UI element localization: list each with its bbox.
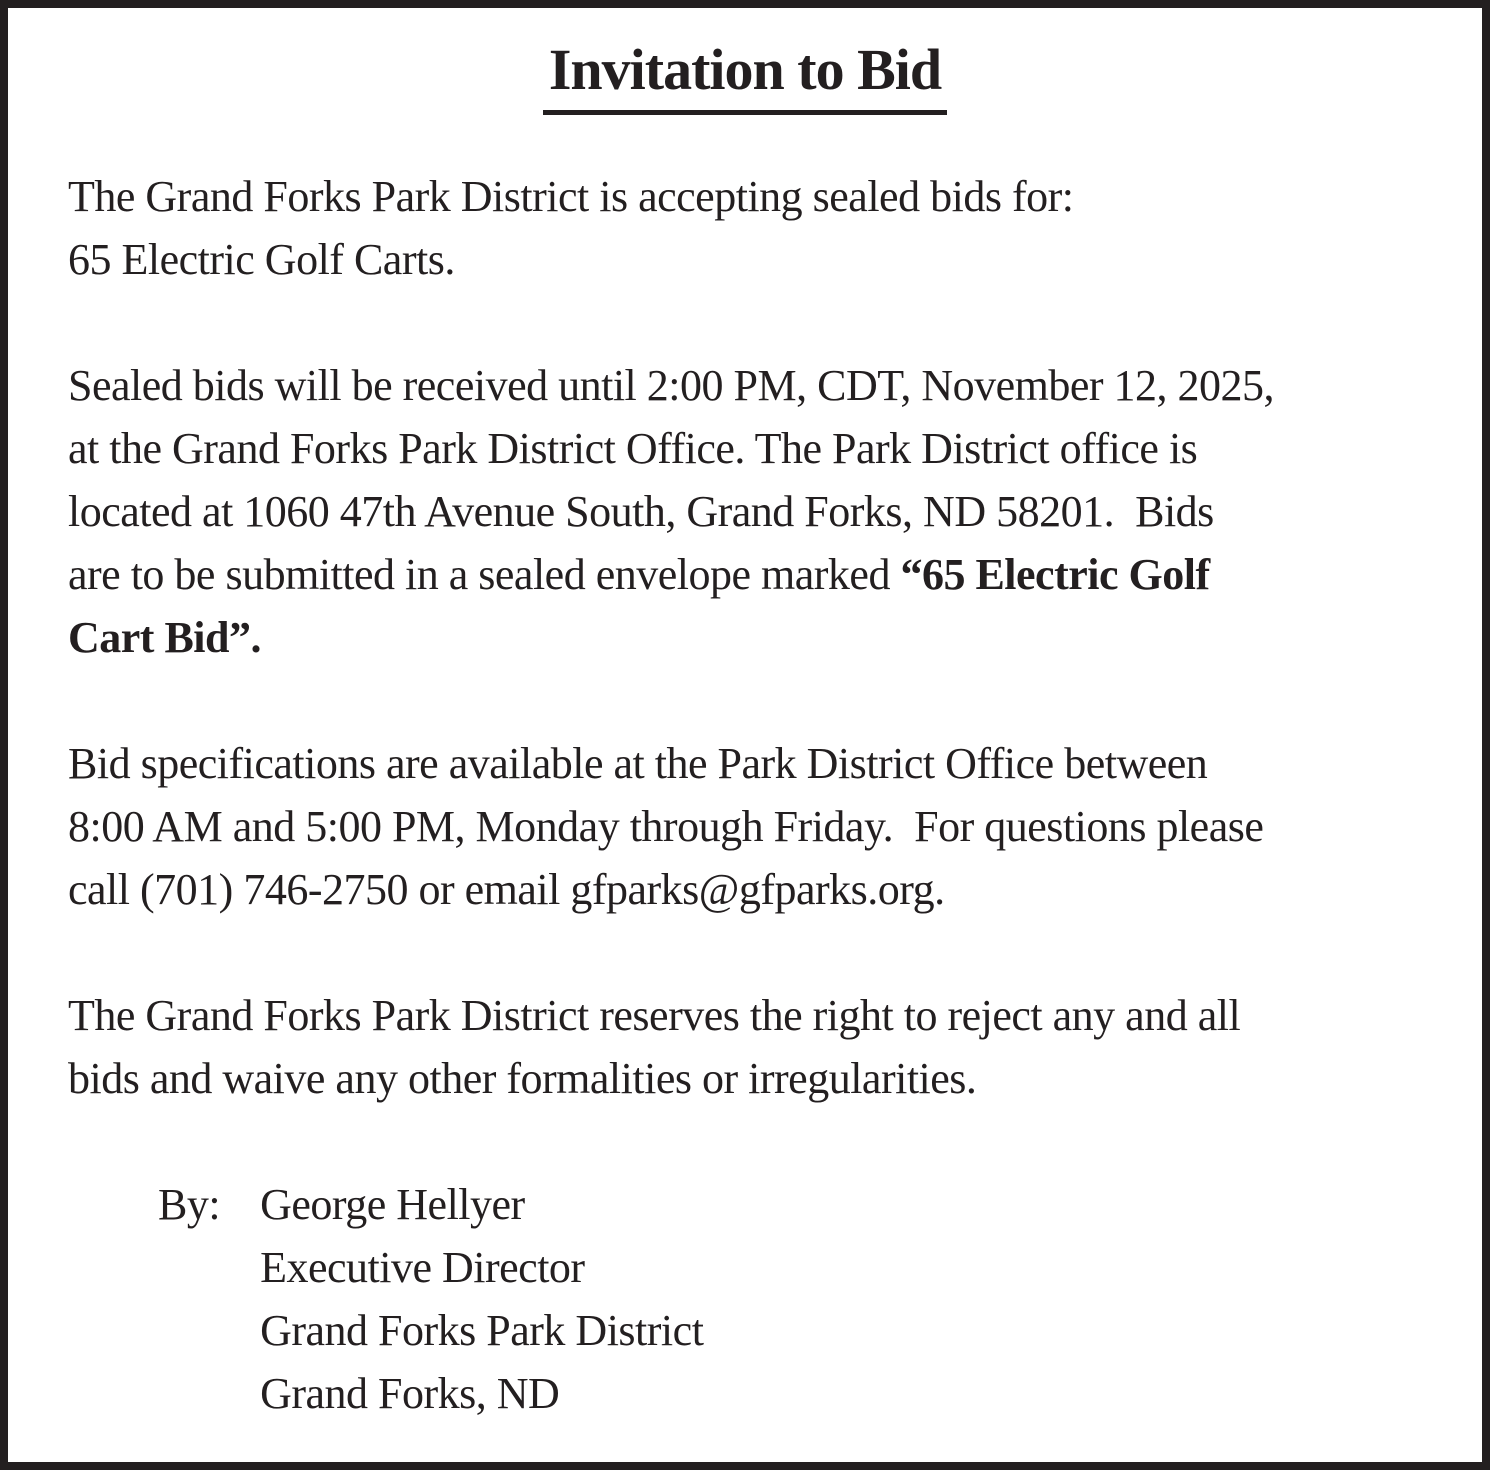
text-line: [68, 480, 1422, 543]
text-run: located at 1060 47th Avenue South, Grand Forks, ND 58201. Bids: [68, 487, 1214, 536]
text-run: Sealed bids will be received until 2:00 PM, CDT, November 12, 2025,: [68, 361, 1275, 410]
text-run: at the Grand Forks Park District Office. The Park District office is: [68, 424, 1198, 473]
text-line: [68, 858, 1422, 921]
text-line: [68, 543, 1422, 606]
text-line: [68, 1047, 1422, 1110]
text-line: [68, 354, 1422, 417]
text-run: The Grand Forks Park District reserves the right to reject any and all: [68, 991, 1241, 1040]
text-line: [68, 228, 1422, 291]
text-line: [68, 984, 1422, 1047]
envelope-marking-bold-text: Cart Bid”.: [68, 613, 261, 662]
signature-lines: [260, 1173, 703, 1425]
paragraph-bid-specifications: [68, 732, 1422, 921]
signatory-title: Executive Director: [260, 1243, 585, 1292]
signature-block: [158, 1173, 1422, 1425]
paragraph-rights-reserved: [68, 984, 1422, 1110]
text-line: [68, 732, 1422, 795]
text-run: Bid specifications are available at the Park District Office between: [68, 739, 1208, 788]
text-run: call (701) 746-2750 or email gfparks@gfparks.org.: [68, 865, 945, 914]
paragraph-sealed-bids-deadline: [68, 354, 1422, 669]
text-line: [68, 417, 1422, 480]
text-line: [68, 165, 1422, 228]
text-run: bids and waive any other formalities or irregularities.: [68, 1054, 977, 1103]
text-line: [68, 795, 1422, 858]
title-row: [68, 34, 1422, 115]
text-run: are to be submitted in a sealed envelope marked: [68, 550, 901, 599]
text-run: 8:00 AM and 5:00 PM, Monday through Friday. For questions please: [68, 802, 1264, 851]
by-label: By:: [158, 1180, 221, 1229]
text-run: 65 Electric Golf Carts.: [68, 235, 455, 284]
signatory-organization: Grand Forks Park District: [260, 1306, 704, 1355]
paragraph-accepting-bids: [68, 165, 1422, 291]
page-title: Invitation to Bid: [543, 34, 947, 115]
signatory-location: Grand Forks, ND: [260, 1369, 560, 1418]
text-line: [68, 606, 1422, 669]
envelope-marking-bold-text: “65 Electric Golf: [900, 550, 1210, 599]
text-run: The Grand Forks Park District is accepting sealed bids for:: [68, 172, 1074, 221]
signatory-name: George Hellyer: [260, 1180, 525, 1229]
